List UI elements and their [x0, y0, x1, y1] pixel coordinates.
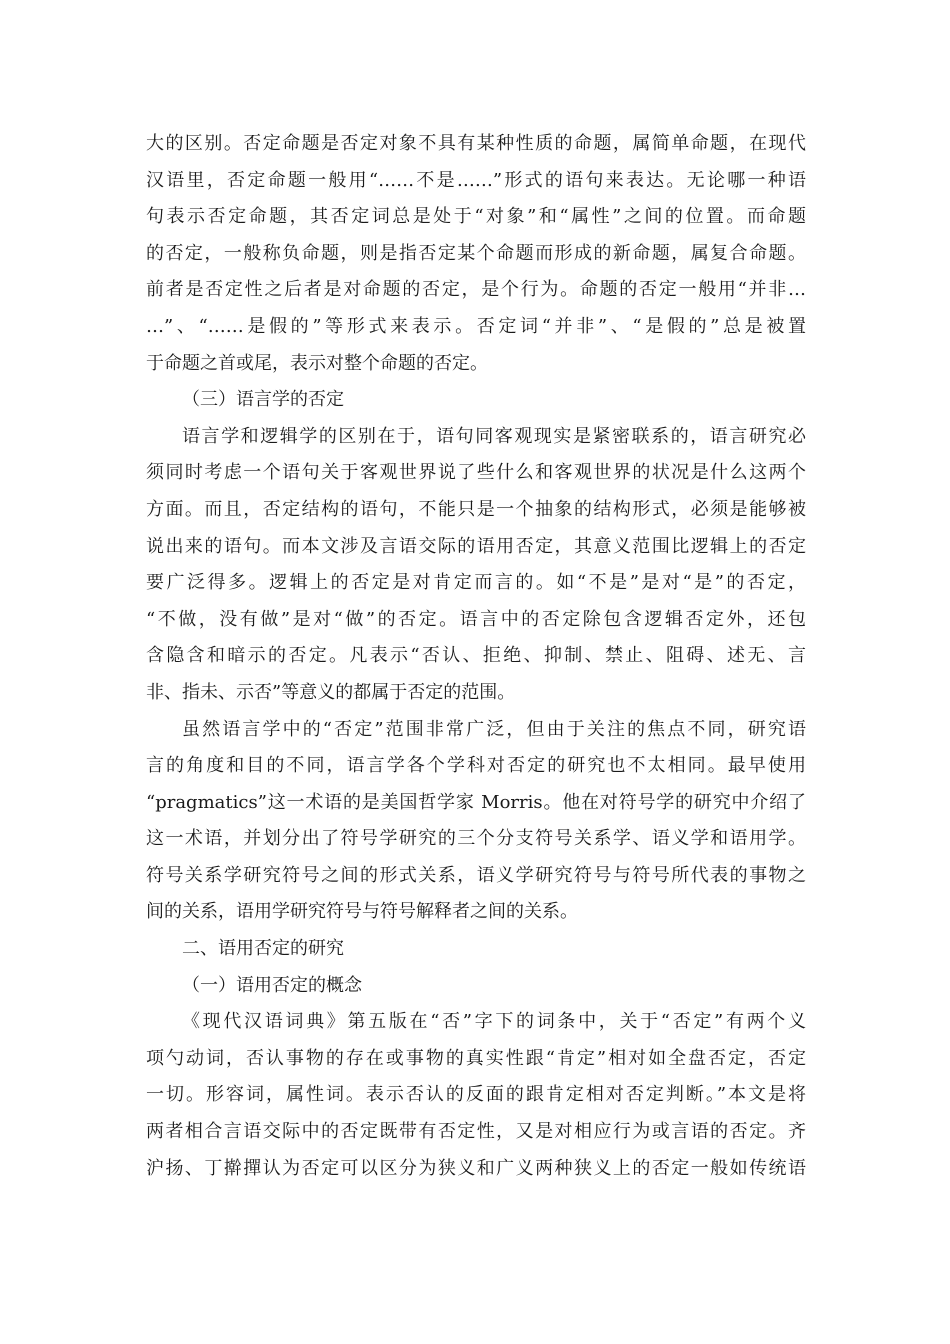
section-heading: 二、语用否定的研究: [182, 938, 344, 960]
text-line: 《现代汉语词典》第五版在“否”字下的词条中，关于“否定”有两个义: [182, 1011, 806, 1033]
section-heading: （三）语言学的否定: [182, 389, 344, 411]
text-line: 句表示否定命题，其否定词总是处于“对象”和“属性”之间的位置。而命题: [146, 206, 806, 228]
text-line: 间的关系，语用学研究符号与符号解释者之间的关系。: [146, 901, 578, 923]
text-line: 须同时考虑一个语句关于客观世界说了些什么和客观世界的状况是什么这两个: [146, 462, 806, 484]
text-line: 沪扬、丁擀撣认为否定可以区分为狭义和广义两种狭义上的否定一般如传统语: [146, 1157, 806, 1179]
subsection-heading: （一）语用否定的概念: [182, 974, 362, 996]
text-line: 含隐含和暗示的否定。凡表示“否认、拒绝、抑制、禁止、阻碍、述无、言: [146, 645, 806, 667]
text-line: 的否定，一般称负命题，则是指否定某个命题而形成的新命题，属复合命题。: [146, 242, 806, 264]
text-line: 言的角度和目的不同，语言学各个学科对否定的研究也不太相同。最早使用: [146, 755, 806, 777]
text-line: “pragmatics”这一术语的是美国哲学家 Morris。他在对符号学的研究中介绍了: [146, 791, 806, 813]
text-line: 这一术语，并划分出了符号学研究的三个分支符号关系学、语义学和语用学。: [146, 828, 806, 850]
text-line: 一切。形容词，属性词。表示否认的反面的跟肯定相对否定判断。”本文是将: [146, 1084, 806, 1106]
text-line: 非、指未、示否”等意义的都属于否定的范围。: [146, 681, 516, 703]
text-line: “不做，没有做”是对“做”的否定。语言中的否定除包含逻辑否定外，还包: [146, 608, 806, 630]
text-line: 汉语里，否定命题一般用“……不是……”形式的语句来表达。无论哪一种语: [146, 169, 806, 191]
text-line: 前者是否定性之后者是对命题的否定，是个行为。命题的否定一般用“并非…: [146, 279, 806, 301]
text-line: 符号关系学研究符号之间的形式关系，语义学研究符号与符号所代表的事物之: [146, 864, 806, 886]
text-line: 项勺动词，否认事物的存在或事物的真实性跟“肯定”相对如全盘否定，否定: [146, 1047, 806, 1069]
text-line: 两者相合言语交际中的否定既带有否定性，又是对相应行为或言语的否定。齐: [146, 1121, 806, 1143]
body-text: [146, 126, 806, 1187]
text-line: 要广泛得多。逻辑上的否定是对肯定而言的。如“不是”是对“是”的否定，: [146, 572, 806, 594]
text-line: 于命题之首或尾，表示对整个命题的否定。: [146, 352, 488, 374]
text-line: 大的区别。否定命题是否定对象不具有某种性质的命题，属简单命题，在现代: [146, 133, 806, 154]
text-line: …”、“……是假的”等形式来表示。否定词“并非”、“是假的”总是被置: [146, 315, 806, 337]
text-line: 虽然语言学中的“否定”范围非常广泛，但由于关注的焦点不同，研究语: [182, 718, 806, 740]
text-line: 语言学和逻辑学的区别在于，语句同客观现实是紧密联系的，语言研究必: [182, 425, 806, 447]
text-line: 方面。而且，否定结构的语句，不能只是一个抽象的结构形式，必须是能够被: [146, 498, 806, 520]
text-line: 说出来的语句。而本文涉及言语交际的语用否定，其意义范围比逻辑上的否定: [146, 535, 806, 557]
